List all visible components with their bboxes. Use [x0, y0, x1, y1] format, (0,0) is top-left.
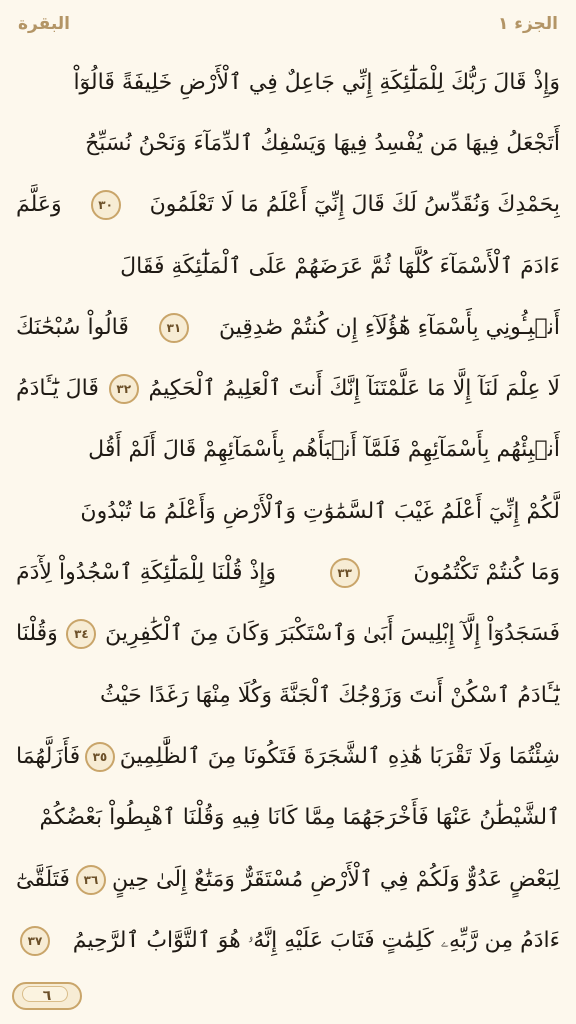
ayah-number-marker: ٣٥ [85, 742, 115, 772]
verse-text: شِئْتُمَا وَلَا تَقْرَبَا هَٰذِهِ ٱلشَّجَرَةَ فَتَكُونَا مِنَ ٱلظَّٰلِمِينَ [119, 743, 560, 769]
verse-text: فَسَجَدُوٓاْ إِلَّآ إِبْلِيسَ أَبَىٰ وَٱسْتَكْبَرَ وَكَانَ مِنَ ٱلْكَٰفِرِينَ [105, 621, 560, 647]
verse-text: وَقُلْنَا [16, 621, 58, 647]
text-line [16, 604, 560, 665]
text-line [16, 52, 560, 113]
text-line [16, 665, 560, 726]
text-line [16, 481, 560, 542]
text-line [16, 358, 560, 419]
ayah-number-marker: ٣٠ [91, 190, 121, 220]
verse-text: ءَادَمُ مِن رَّبِّهِۦ كَلِمَٰتٍ فَتَابَ عَلَيْهِ إِنَّهُۥ هُوَ ٱلتَّوَّابُ ٱلرَّحِيمُ [72, 927, 560, 953]
verse-text: أَتَجْعَلُ فِيهَا مَن يُفْسِدُ فِيهَا وَيَسْفِكُ ٱلدِّمَآءَ وَنَحْنُ نُسَبِّحُ [85, 130, 560, 156]
verse-text: يَٰٓـَٔادَمُ ٱسْكُنْ أَنتَ وَزَوْجُكَ ٱلْجَنَّةَ وَكُلَا مِنْهَا رَغَدًا حَيْثُ [99, 682, 560, 708]
ayah-number-marker: ٣٤ [66, 619, 96, 649]
text-line [16, 788, 560, 849]
verse-text: بِحَمْدِكَ وَنُقَدِّسُ لَكَ قَالَ إِنِّيٓ أَعْلَمُ مَا لَا تَعْلَمُونَ [149, 192, 560, 218]
page-number-badge [12, 982, 82, 1010]
verse-text: أَنۢبِئْهُم بِأَسْمَآئِهِمْ فَلَمَّآ أَنۢبَأَهُم بِأَسْمَآئِهِمْ قَالَ أَلَمْ أَقُل [88, 437, 560, 463]
ayah-number-marker: ٣٣ [330, 558, 360, 588]
text-line [16, 542, 560, 603]
verse-text: ءَادَمَ ٱلْأَسْمَآءَ كُلَّهَا ثُمَّ عَرَضَهُمْ عَلَى ٱلْمَلَٰٓئِكَةِ فَقَالَ [120, 253, 560, 279]
text-line [16, 297, 560, 358]
page-header [0, 0, 576, 48]
verse-text: وَإِذْ قُلْنَا لِلْمَلَٰٓئِكَةِ ٱسْجُدُواْ لِأٓدَمَ [16, 560, 276, 586]
verse-text: لِبَعْضٍ عَدُوٌّ وَلَكُمْ فِي ٱلْأَرْضِ مُسْتَقَرٌّ وَمَتَٰعٌ إِلَىٰ حِينٍ [112, 866, 560, 892]
verse-text: ٱلشَّيْطَٰنُ عَنْهَا فَأَخْرَجَهُمَا مِمَّا كَانَا فِيهِ وَقُلْنَا ٱهْبِطُواْ بَعْضُكُمْ [39, 805, 560, 831]
text-line [16, 849, 560, 910]
text-line [16, 175, 560, 236]
verse-text: فَأَزَلَّهُمَا [16, 743, 81, 769]
verse-text: فَتَلَقَّىٰٓ [16, 866, 70, 892]
verse-text: قَالُواْ سُبْحَٰنَكَ [16, 314, 129, 340]
text-line [16, 910, 560, 971]
ayah-number-marker: ٣١ [159, 313, 189, 343]
verse-text: أَنۢبِـُٔونِي بِأَسْمَآءِ هَٰٓؤُلَآءِ إِن كُنتُمْ صَٰدِقِينَ [219, 314, 560, 340]
verse-text: لَا عِلْمَ لَنَآ إِلَّا مَا عَلَّمْتَنَآ إِنَّكَ أَنتَ ٱلْعَلِيمُ ٱلْحَكِيمُ [148, 376, 560, 402]
ayah-number-marker: ٣٧ [20, 926, 50, 956]
quran-page-text [16, 52, 560, 972]
verse-text: وَإِذْ قَالَ رَبُّكَ لِلْمَلَٰٓئِكَةِ إِنِّي جَاعِلٌ فِي ٱلْأَرْضِ خَلِيفَةً قَالُوٓاْ [73, 69, 560, 95]
ayah-number-marker: ٣٦ [76, 865, 106, 895]
text-line [16, 113, 560, 174]
verse-text: وَمَا كُنتُمْ تَكْتُمُونَ [413, 560, 560, 586]
text-line [16, 236, 560, 297]
verse-text: وَعَلَّمَ [16, 192, 62, 218]
ayah-number-marker: ٣٢ [109, 374, 139, 404]
text-line [16, 420, 560, 481]
verse-text: قَالَ يَٰٓـَٔادَمُ [16, 376, 99, 402]
verse-text: لَّكُمْ إِنِّيٓ أَعْلَمُ غَيْبَ ٱلسَّمَٰوَٰتِ وَٱلْأَرْضِ وَأَعْلَمُ مَا تُبْدُونَ [80, 498, 560, 524]
page-number: ٦ [42, 988, 52, 1004]
surah-name: البقرة [18, 14, 70, 34]
juz-label: الجزء ١ [497, 14, 558, 34]
text-line [16, 726, 560, 787]
